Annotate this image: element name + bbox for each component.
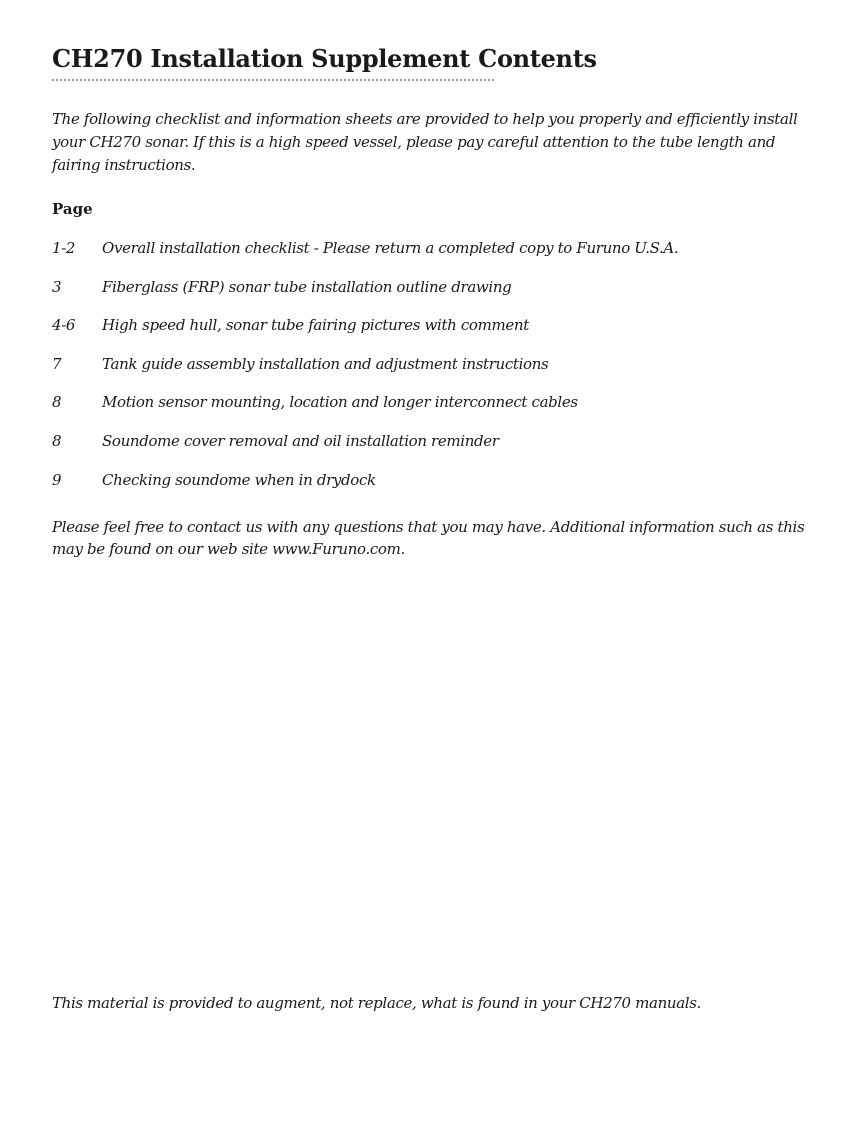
contents-item-text: Soundome cover removal and oil installation reminder: [102, 431, 499, 450]
contents-item-text: Checking soundome when in drydock: [102, 470, 376, 489]
contents-item: [52, 430, 822, 469]
page-title: CH270 Installation Supplement Contents: [52, 44, 597, 73]
contents-item-page: 3: [52, 277, 62, 296]
contents-item-text: Overall installation checklist - Please return a completed copy to Furuno U.S.A.: [102, 239, 679, 257]
contents-item-text: High speed hull, sonar tube fairing pictures with comment: [102, 316, 529, 335]
contents-item-page: 8: [52, 431, 62, 450]
contents-item: [52, 391, 822, 430]
contents-item: [52, 237, 822, 276]
contents-list: [52, 237, 822, 507]
contact-paragraph: Please feel free to contact us with any questions that you may have. Additional information such as this may be found on our web site www.Furuno.com.: [52, 518, 805, 558]
contents-item-text: Tank guide assembly installation and adjustment instructions: [102, 354, 549, 373]
contents-page-heading: Page: [52, 200, 93, 218]
footer-note: This material is provided to augment, not replace, what is found in your CH270 manuals.: [52, 994, 702, 1012]
intro-paragraph: The following checklist and information sheets are provided to help you properly and efficiently install your CH270 sonar. If this is a high speed vessel, please pay careful attention to the tube length and fairing instructions.: [52, 110, 798, 174]
contents-item: [52, 353, 822, 392]
contents-item-page: 1-2: [52, 239, 76, 257]
contents-item: [52, 469, 822, 508]
contents-item-text: Fiberglass (FRP) sonar tube installation outline drawing: [102, 277, 512, 296]
contents-item-text: Motion sensor mounting, location and longer interconnect cables: [102, 393, 578, 412]
contents-item-page: 7: [52, 354, 62, 373]
contents-item: [52, 276, 822, 315]
contents-item: [52, 314, 822, 353]
contents-item-page: 4-6: [52, 316, 76, 335]
title-dotted-divider: [52, 79, 494, 81]
contents-item-page: 8: [52, 393, 62, 412]
contents-item-page: 9: [52, 470, 62, 489]
